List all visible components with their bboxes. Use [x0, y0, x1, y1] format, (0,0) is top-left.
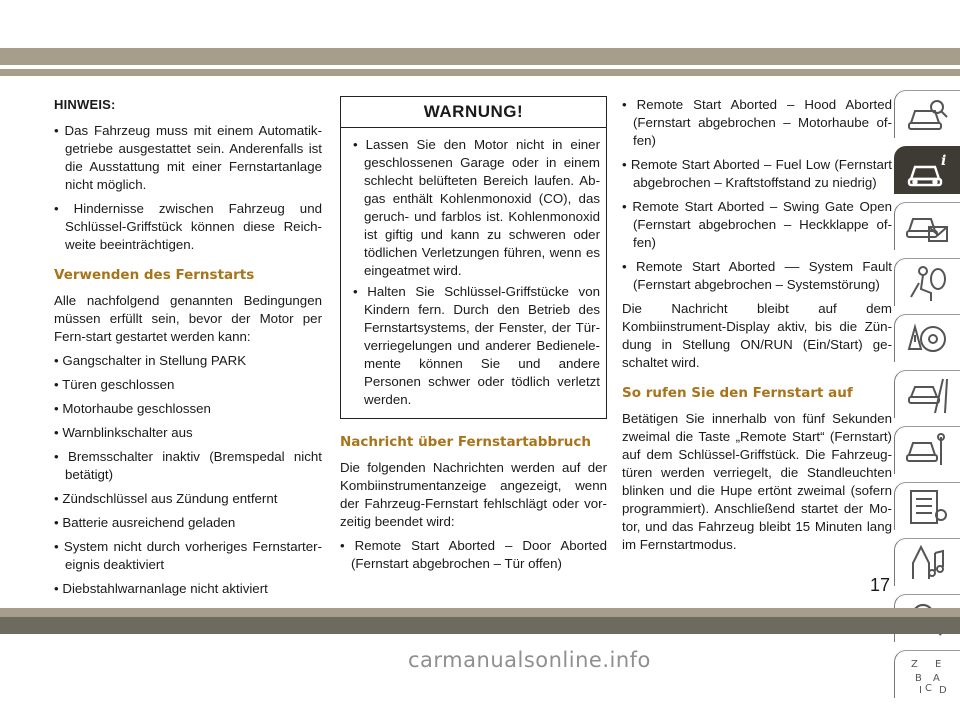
language-index-icon[interactable] — [894, 650, 960, 698]
warning-bullet: • Halten Sie Schlüssel-Griffstücke von Kindern fern. Durch den Betrieb des Fernstartsystems, der Fenster, der Tür-verriegelungen und anderer Bedienele-mente können Sie und andere Personen schwer oder tödlich verletzt werden. — [353, 284, 600, 407]
condition-item: • Warnblinkschalter aus — [54, 425, 193, 440]
abort-message-item: • Remote Start Aborted – Fuel Low (Fernstart abgebrochen – Kraftstoffstand zu niedrig) — [622, 157, 892, 190]
car-search-icon[interactable] — [894, 90, 960, 138]
warning-box — [340, 96, 607, 419]
condition-item: • Bremsschalter inaktiv (Bremspedal nicht betätigt) — [54, 449, 322, 482]
condition-item: • Türen geschlossen — [54, 377, 175, 392]
section-heading-how-to-start: So rufen Sie den Fernstart auf — [622, 385, 853, 401]
how-to-start-paragraph: Betätigen Sie innerhalb von fünf Sekunden zweimal die Taste „Remote Start“ (Fernstart) auf dem Schlüssel-Griffstück. Die Fahrzeug-türen werden verriegelt, die Standleuchten blinken und die Hupe ertönt zweimal (sofern programmiert). Anschließend startet der Mo-tor, und das Fahrzeug bleibt 15 Minuten lang im Fernstartmodus. — [622, 411, 892, 552]
index-letter: I — [918, 684, 922, 695]
music-navigation-icon[interactable] — [894, 538, 960, 586]
condition-item: • Gangschalter in Stellung PARK — [54, 353, 247, 368]
column-left — [54, 96, 322, 604]
car-info-icon[interactable] — [894, 146, 960, 194]
header-band-thin — [0, 69, 960, 76]
section-heading-abort-message: Nachricht über Fernstartabbruch — [340, 434, 591, 450]
abort-message-item: • Remote Start Aborted – Swing Gate Open (Fernstart abgebrochen – Heckklappe of-fen) — [622, 199, 892, 250]
svg-text:i: i — [940, 152, 946, 169]
airbag-person-icon[interactable] — [894, 258, 960, 306]
message-persist-paragraph: Die Nachricht bleibt auf dem Kombiinstrument-Display aktiv, bis die Zün-dung in Stellung ON/RUN (Ein/Start) ge-schaltet wird. — [622, 301, 892, 370]
condition-item: • Diebstahlwarnanlage nicht aktiviert — [54, 581, 268, 596]
top-margin — [0, 0, 960, 48]
abort-message-item: • Remote Start Aborted – Hood Aborted (Fernstart abgebrochen – Motorhaube of-fen) — [622, 97, 892, 148]
note-bullet: • Das Fahrzeug muss mit einem Automatik-getriebe ausgestattet sein. Anderenfalls ist die Ausstattung mit einer Fernstartanlage nicht möglich. — [54, 123, 322, 192]
abort-message-item: • Remote Start Aborted –– System Fault (Fernstart abgebrochen – Systemstörung) — [622, 259, 892, 292]
abort-message-item: • Remote Start Aborted – Door Aborted (Fernstart abgebrochen – Tür offen) — [340, 538, 607, 571]
steering-warning-icon[interactable] — [894, 314, 960, 362]
note-title: HINWEIS: — [54, 97, 116, 112]
checklist-icon[interactable] — [894, 482, 960, 530]
condition-item: • Batterie ausreichend geladen — [54, 515, 236, 530]
conditions-intro: Alle nachfolgend genannten Bedingungen müssen erfüllt sein, bevor der Motor per Fern-start gestartet werden kann: — [54, 293, 322, 344]
condition-item: • Motorhaube geschlossen — [54, 401, 211, 416]
header-band — [0, 48, 960, 65]
car-mail-icon[interactable] — [894, 202, 960, 250]
column-middle — [340, 96, 607, 579]
note-bullet: • Hindernisse zwischen Fahrzeug und Schlüssel-Griffstück können diese Reich-weite beeinträchtigen. — [54, 201, 322, 252]
index-letter: B — [914, 672, 922, 684]
page-number: 17 — [870, 575, 891, 595]
index-letter: Z — [910, 658, 918, 670]
abort-intro: Die folgenden Nachrichten werden auf der Kombiinstrumentanzeige angezeigt, wenn der Fahrzeug-Fernstart fehlschlägt oder vor-zeitig beendet wird: — [340, 460, 607, 529]
warning-title: WARNUNG! — [341, 97, 606, 128]
index-letter: A — [932, 672, 940, 684]
car-road-icon[interactable] — [894, 370, 960, 418]
condition-item: • Zündschlüssel aus Zündung entfernt — [54, 491, 278, 506]
warning-bullet: • Lassen Sie den Motor nicht in einer geschlossenen Garage oder in einem schlecht belüfteten Bereich laufen. Ab-gas enthält Kohlenmonoxid (CO), das geruch- und farblos ist. Kohlenmonoxid ist giftig und kann zu schweren oder tödlichen Verletzungen führen, wenn es eingeatmet wird. — [353, 137, 600, 278]
column-right — [622, 96, 892, 560]
index-letter: C — [924, 682, 932, 694]
footer-band-dark — [0, 617, 960, 634]
watermark: carmanualsonline.info — [408, 648, 651, 672]
index-letter: E — [934, 658, 941, 670]
condition-item: • System nicht durch vorheriges Fernstarter-eignis deaktiviert — [54, 539, 322, 572]
index-letter: D — [938, 684, 947, 695]
car-wrench-icon[interactable] — [894, 426, 960, 474]
section-heading-remote-start: Verwenden des Fernstarts — [54, 267, 255, 283]
